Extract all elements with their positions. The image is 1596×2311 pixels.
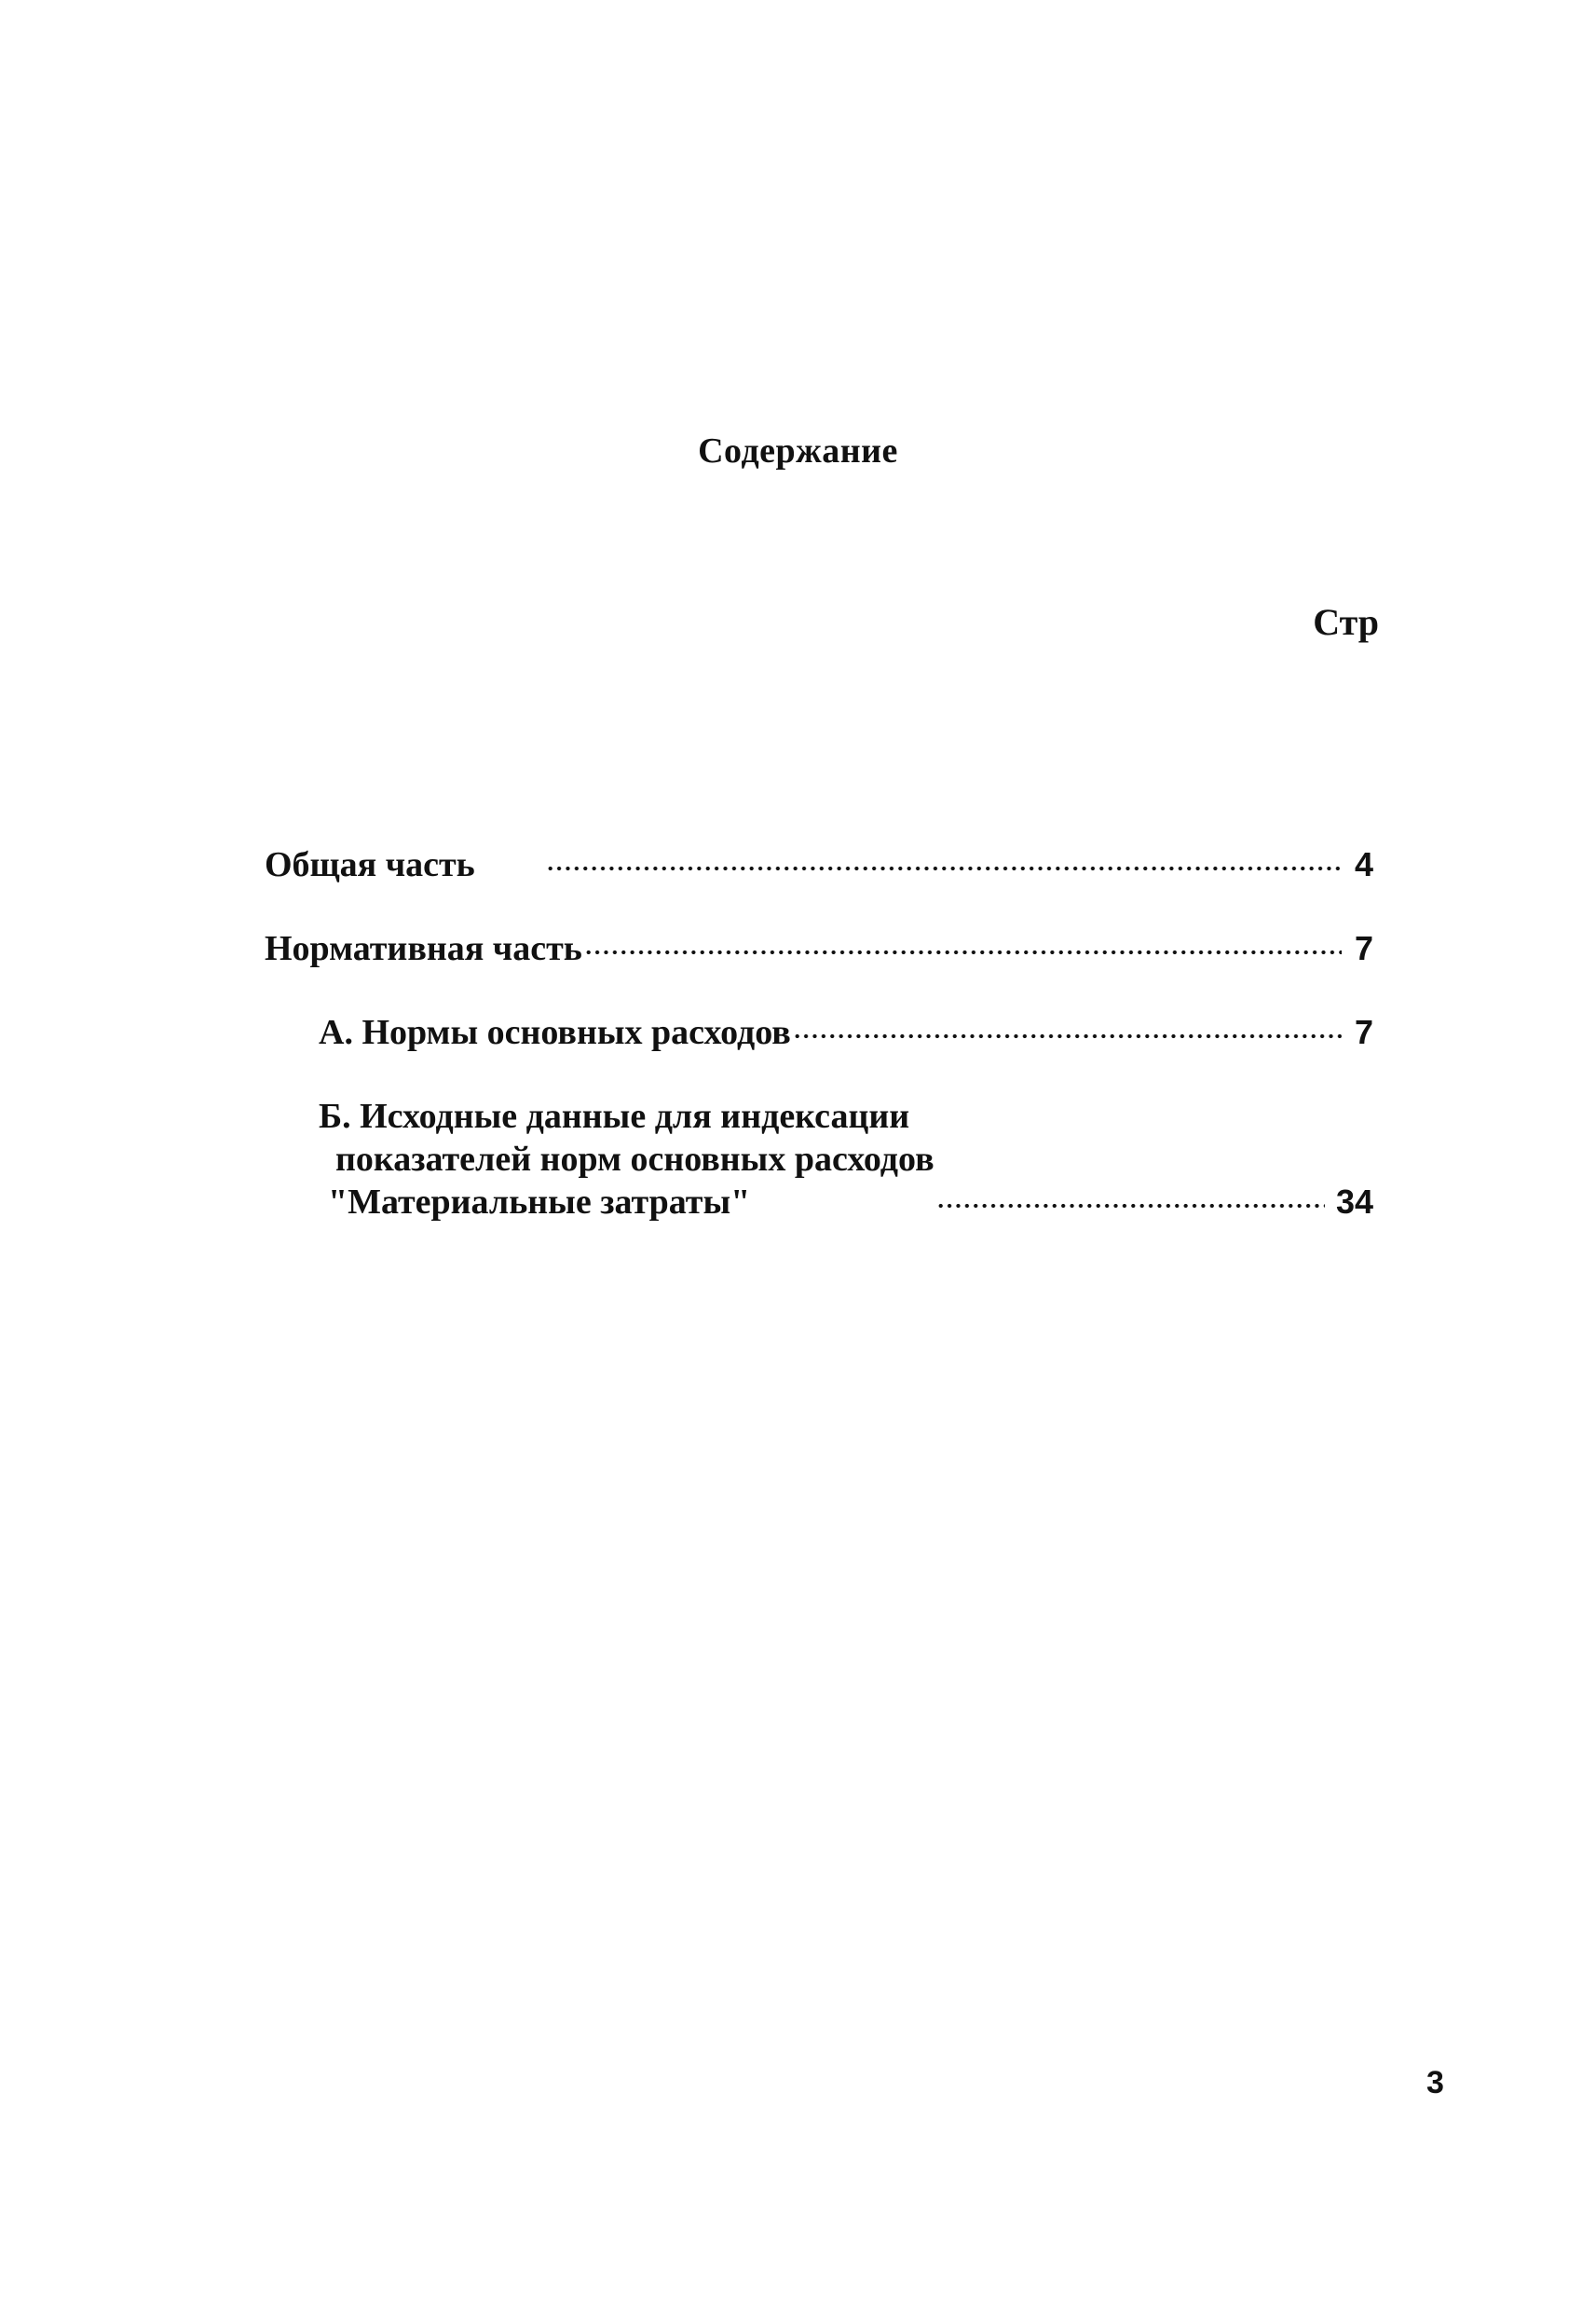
toc-entry-label: Общая часть (265, 845, 475, 884)
toc-page-number: 34 (1335, 1183, 1373, 1221)
dot-leader (936, 1200, 1325, 1211)
toc-entry-section-a[interactable] (265, 1011, 1373, 1054)
dot-leader (584, 947, 1342, 958)
dot-leader (546, 863, 1342, 874)
page-title: Содержание (698, 431, 898, 471)
toc-entry-general-part[interactable] (265, 843, 1373, 886)
toc-entry-label: Нормативная часть (265, 929, 582, 968)
toc-entry-section-b[interactable] (265, 1095, 1373, 1224)
toc-entry-line: показателей норм основных расходов (335, 1140, 934, 1179)
toc-entry-line: "Материальные затраты" (328, 1183, 751, 1222)
toc-entry-line: Б. Исходные данные для индексации (319, 1097, 910, 1136)
toc-entry-normative-part[interactable] (265, 927, 1373, 970)
toc-page-number: 4 (1354, 845, 1373, 883)
toc-page-number: 7 (1354, 929, 1373, 967)
page-number: 3 (1426, 2065, 1444, 2100)
dot-leader (793, 1031, 1342, 1042)
toc-entry-label: А. Нормы основных расходов (319, 1013, 791, 1052)
page-column-label: Стр (1313, 601, 1379, 643)
toc-entry-label (319, 1095, 934, 1224)
toc-page-number: 7 (1354, 1013, 1373, 1051)
table-of-contents (265, 843, 1373, 1224)
